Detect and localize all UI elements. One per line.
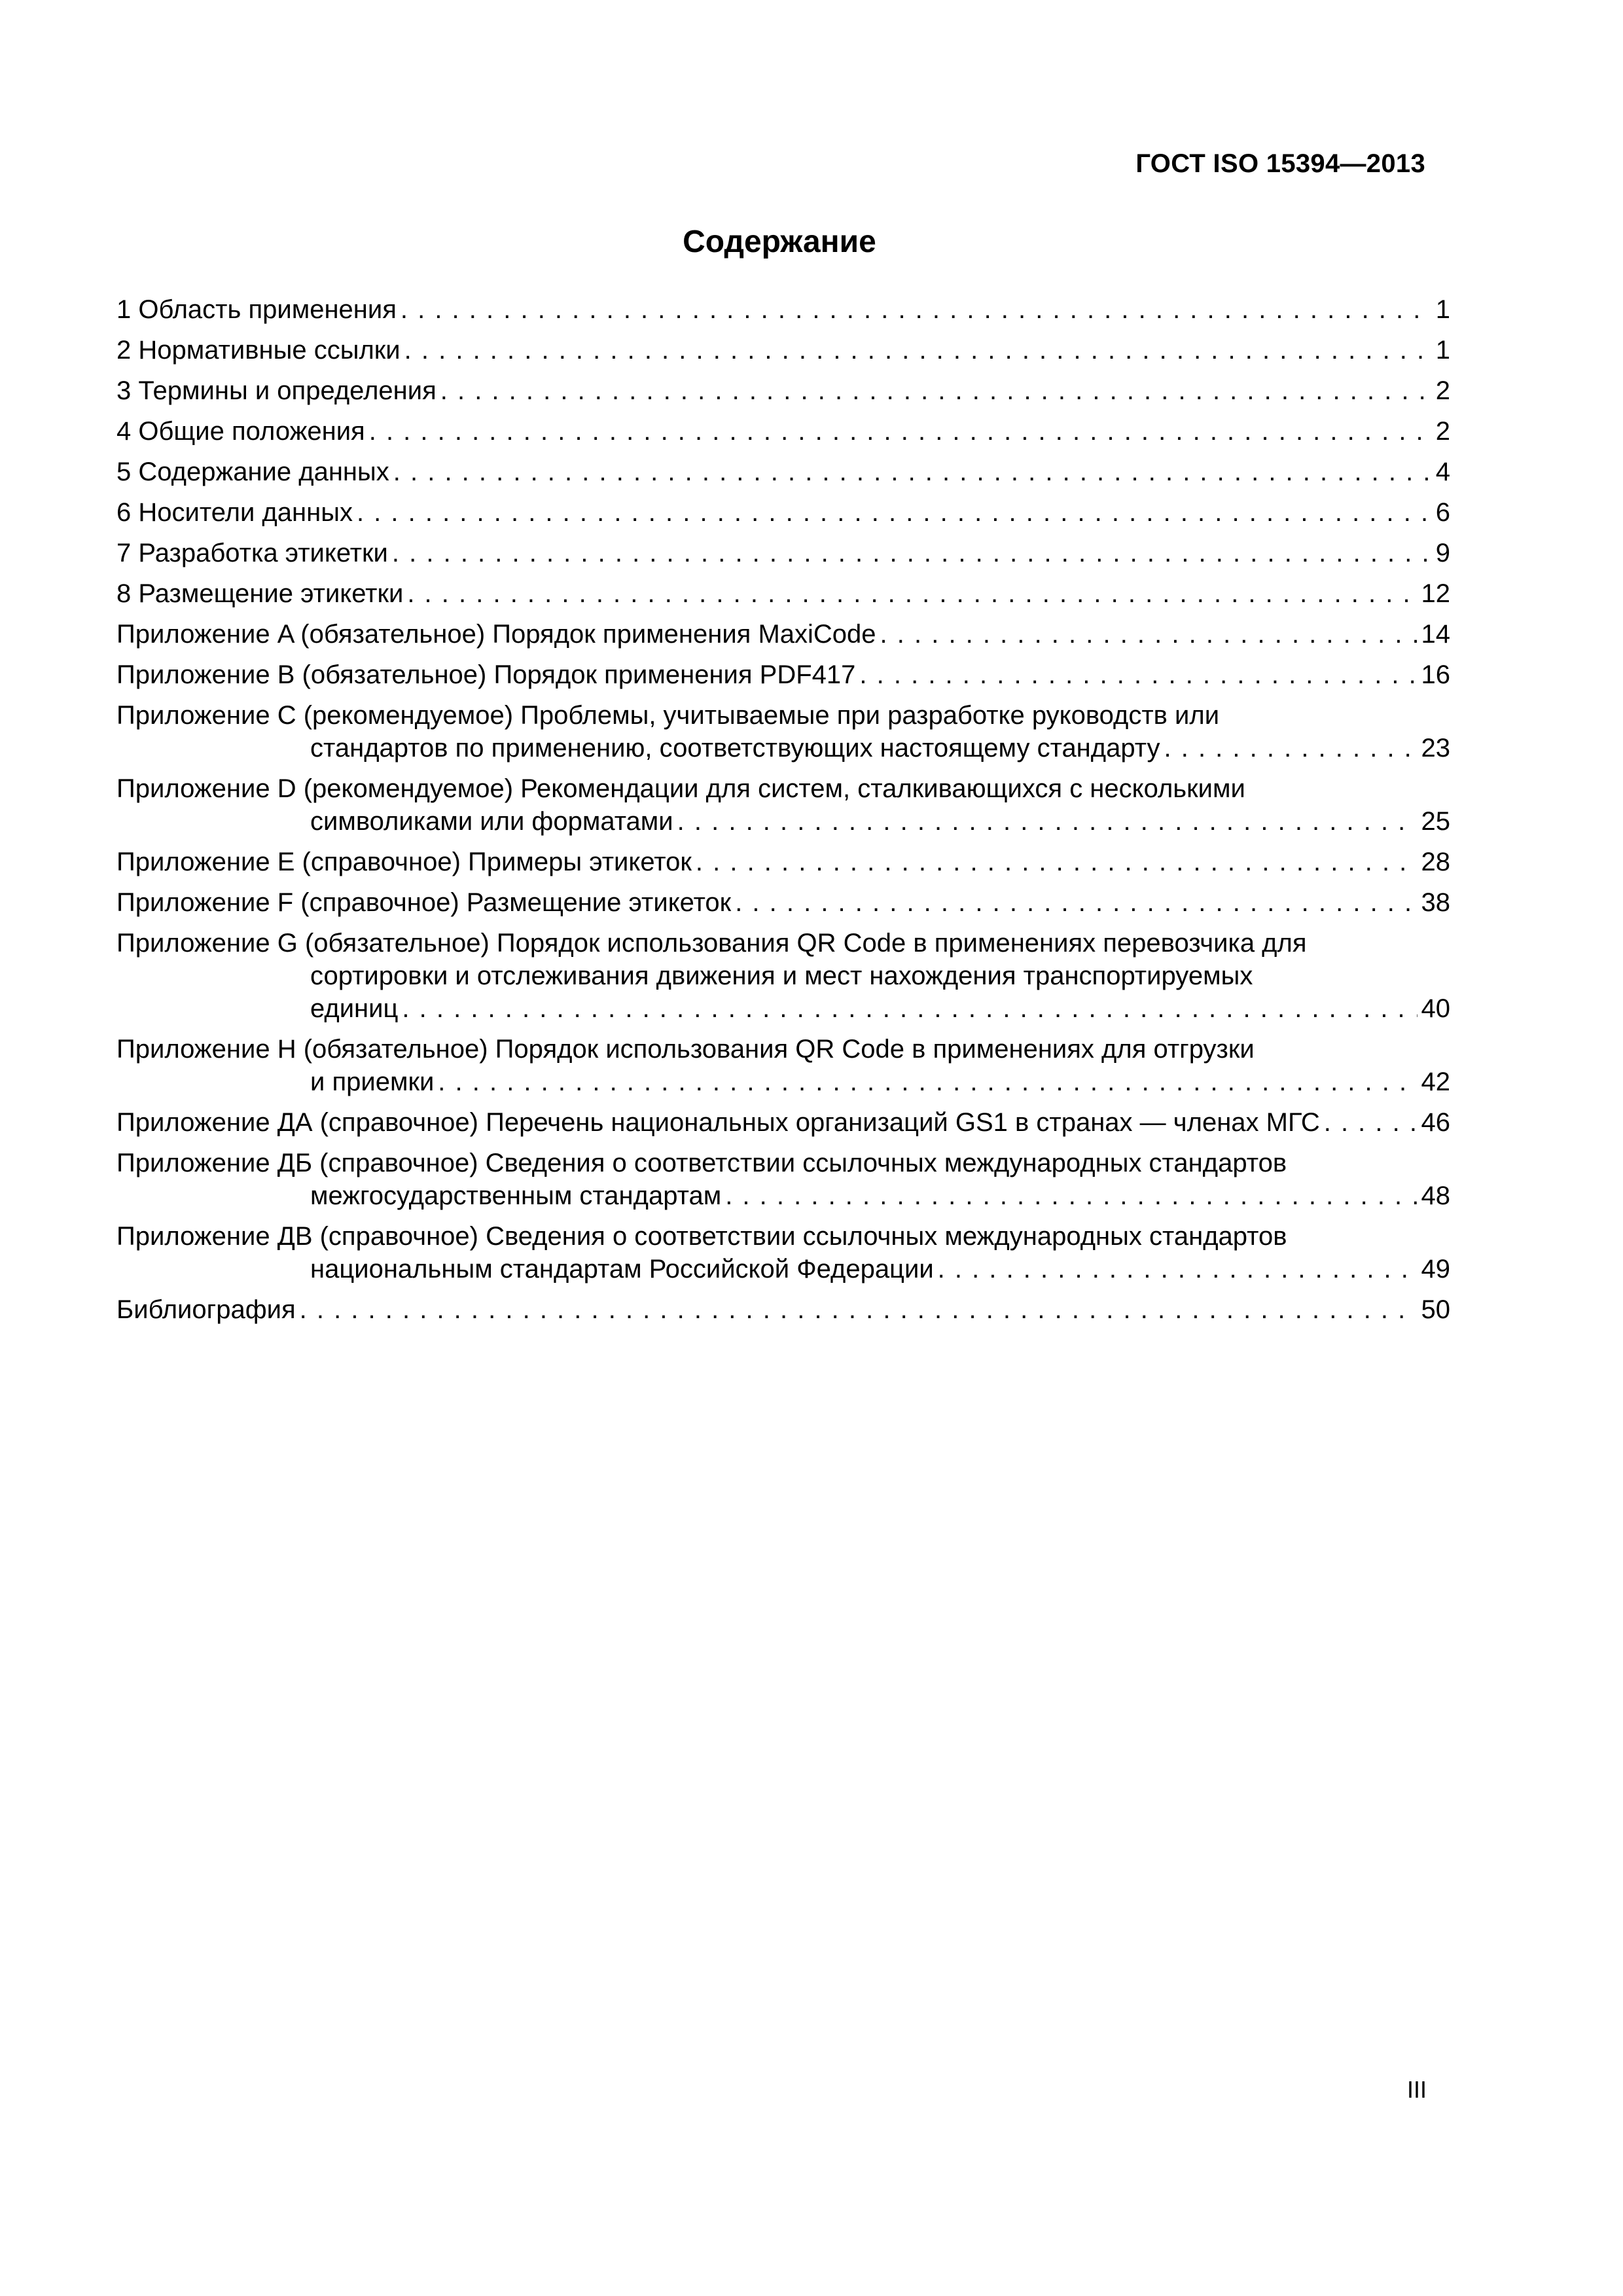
toc-entry-text: Приложение B (обязательное) Порядок применения PDF417	[116, 660, 856, 689]
toc-page-number: 9	[1435, 539, 1450, 567]
toc-page-number: 48	[1421, 1181, 1450, 1210]
toc-entry-text: Приложение F (справочное) Размещение этикеток	[116, 888, 732, 917]
toc-entry[interactable]	[116, 772, 1450, 838]
toc-page-number: 1	[1435, 336, 1450, 365]
dot-leader	[407, 577, 1417, 610]
toc-entry-text: 7 Разработка этикетки	[116, 539, 388, 567]
toc-entry-text: Приложение G (обязательное) Порядок использования QR Code в применениях перевозчика для	[116, 929, 1307, 958]
toc-page-number: 12	[1421, 579, 1450, 608]
document-code: ГОСТ ISO 15394—2013	[1135, 149, 1425, 178]
dot-leader	[938, 1253, 1418, 1285]
dot-leader	[859, 658, 1417, 691]
toc-entry[interactable]	[116, 1106, 1450, 1139]
page-number: III	[1406, 2076, 1427, 2103]
toc-page-number: 25	[1421, 807, 1450, 836]
toc-page-number: 38	[1421, 888, 1450, 917]
toc-entry-continuation	[116, 732, 1450, 764]
toc-entry-continuation	[116, 992, 1450, 1025]
dot-leader	[735, 886, 1417, 919]
toc-entry-line	[116, 772, 1450, 805]
toc-page-number: 6	[1435, 498, 1450, 527]
dot-leader	[402, 992, 1417, 1025]
toc-page-number: 49	[1421, 1255, 1450, 1283]
toc-page-number: 40	[1421, 994, 1450, 1023]
dot-leader	[404, 334, 1432, 367]
toc-entry[interactable]	[116, 886, 1450, 919]
toc-entry-line	[116, 456, 1450, 488]
dot-leader	[357, 496, 1432, 529]
toc-entry-line	[116, 1033, 1450, 1066]
toc-entry-line	[116, 886, 1450, 919]
toc-entry-text: 2 Нормативные ссылки	[116, 336, 401, 365]
toc-entry-line	[116, 415, 1450, 448]
dot-leader	[1324, 1106, 1418, 1139]
toc-entry-line	[116, 293, 1450, 326]
toc-entry-line	[116, 577, 1450, 610]
toc-entry-line	[116, 1293, 1450, 1326]
table-of-contents	[116, 293, 1450, 1334]
toc-page-number: 46	[1421, 1108, 1450, 1137]
toc-entry[interactable]	[116, 846, 1450, 878]
toc-entry-continuation	[116, 960, 1450, 992]
toc-entry-text: 4 Общие положения	[116, 417, 365, 446]
toc-entry-text: Приложение H (обязательное) Порядок использования QR Code в применениях для отгрузки	[116, 1035, 1255, 1064]
toc-entry-text: сортировки и отслеживания движения и мест нахождения транспортируемых	[310, 961, 1253, 990]
toc-entry-text: Приложение C (рекомендуемое) Проблемы, учитываемые при разработке руководств или	[116, 701, 1220, 730]
toc-entry[interactable]	[116, 374, 1450, 407]
toc-page-number: 2	[1435, 417, 1450, 446]
toc-entry-text: Библиография	[116, 1295, 296, 1324]
toc-entry-line	[116, 374, 1450, 407]
toc-entry[interactable]	[116, 1220, 1450, 1285]
toc-entry[interactable]	[116, 1293, 1450, 1326]
toc-entry-text: Приложение E (справочное) Примеры этикеток	[116, 848, 692, 876]
toc-entry[interactable]	[116, 618, 1450, 651]
toc-page-number: 28	[1421, 848, 1450, 876]
toc-entry[interactable]	[116, 1033, 1450, 1098]
toc-entry[interactable]	[116, 496, 1450, 529]
toc-entry-line	[116, 1106, 1450, 1139]
toc-entry-line	[116, 537, 1450, 569]
toc-entry-text: Приложение ДА (справочное) Перечень национальных организаций GS1 в странах — членах МГС	[116, 1108, 1320, 1137]
dot-leader	[392, 537, 1432, 569]
dot-leader	[393, 456, 1432, 488]
toc-entry-line	[116, 927, 1450, 960]
toc-entry[interactable]	[116, 927, 1450, 1025]
toc-entry-line	[116, 618, 1450, 651]
toc-entry-text: 3 Термины и определения	[116, 376, 437, 405]
toc-entry-text: национальным стандартам Российской Федерации	[310, 1255, 934, 1283]
toc-entry[interactable]	[116, 577, 1450, 610]
toc-entry-continuation	[116, 1253, 1450, 1285]
toc-title: Содержание	[683, 224, 876, 259]
toc-entry-line	[116, 1220, 1450, 1253]
toc-page-number: 16	[1421, 660, 1450, 689]
toc-entry-text: единиц	[310, 994, 399, 1023]
toc-page-number: 1	[1435, 295, 1450, 324]
dot-leader	[300, 1293, 1418, 1326]
toc-entry-continuation	[116, 1179, 1450, 1212]
toc-entry-line	[116, 699, 1450, 732]
toc-entry-text: межгосударственным стандартам	[310, 1181, 722, 1210]
toc-entry-text: символиками или форматами	[310, 807, 673, 836]
toc-entry[interactable]	[116, 1147, 1450, 1212]
dot-leader	[696, 846, 1418, 878]
toc-page-number: 50	[1421, 1295, 1450, 1324]
toc-entry-continuation	[116, 1066, 1450, 1098]
dot-leader	[677, 805, 1418, 838]
toc-entry-line	[116, 846, 1450, 878]
dot-leader	[438, 1066, 1417, 1098]
toc-entry-text: 1 Область применения	[116, 295, 397, 324]
toc-entry[interactable]	[116, 334, 1450, 367]
toc-page-number: 4	[1435, 457, 1450, 486]
toc-entry-line	[116, 496, 1450, 529]
toc-entry[interactable]	[116, 537, 1450, 569]
toc-entry-text: 6 Носители данных	[116, 498, 353, 527]
toc-entry[interactable]	[116, 456, 1450, 488]
toc-entry[interactable]	[116, 699, 1450, 764]
dot-leader	[725, 1179, 1417, 1212]
toc-entry-line	[116, 1147, 1450, 1179]
toc-page-number: 2	[1435, 376, 1450, 405]
toc-entry-text: 8 Размещение этикетки	[116, 579, 404, 608]
toc-entry-text: Приложение D (рекомендуемое) Рекомендации для систем, сталкивающихся с несколькими	[116, 774, 1245, 803]
toc-entry-line	[116, 334, 1450, 367]
dot-leader	[401, 293, 1432, 326]
dot-leader	[1164, 732, 1418, 764]
toc-entry[interactable]	[116, 293, 1450, 326]
toc-page-number: 14	[1421, 620, 1450, 649]
toc-page-number: 42	[1421, 1067, 1450, 1096]
toc-entry[interactable]	[116, 415, 1450, 448]
toc-entry-text: Приложение A (обязательное) Порядок применения MaxiCode	[116, 620, 876, 649]
toc-page-number: 23	[1421, 734, 1450, 762]
dot-leader	[880, 618, 1418, 651]
toc-entry-line	[116, 658, 1450, 691]
toc-entry-text: Приложение ДВ (справочное) Сведения о соответствии ссылочных международных стандартов	[116, 1222, 1287, 1251]
toc-entry-continuation	[116, 805, 1450, 838]
toc-entry-text: 5 Содержание данных	[116, 457, 389, 486]
toc-entry[interactable]	[116, 658, 1450, 691]
toc-entry-text: и приемки	[310, 1067, 435, 1096]
toc-entry-text: стандартов по применению, соответствующих настоящему стандарту	[310, 734, 1160, 762]
dot-leader	[440, 374, 1432, 407]
toc-entry-text: Приложение ДБ (справочное) Сведения о соответствии ссылочных международных стандартов	[116, 1149, 1287, 1177]
dot-leader	[369, 415, 1432, 448]
